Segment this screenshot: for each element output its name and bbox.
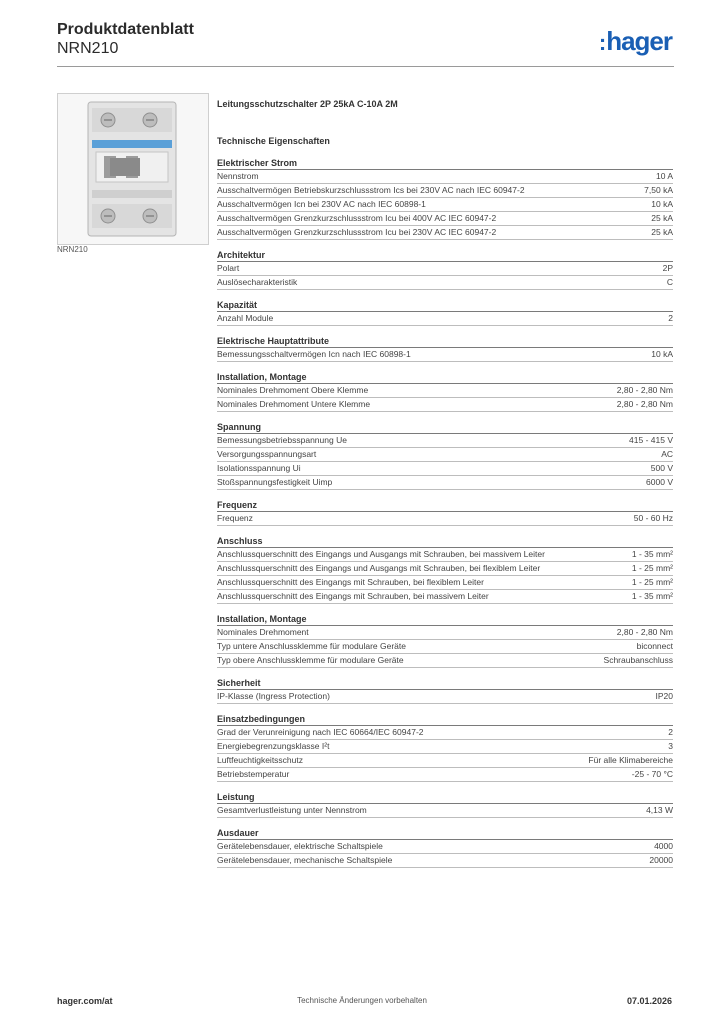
spec-value: 25 kA	[651, 227, 673, 237]
spec-value: 7,50 kA	[644, 185, 673, 195]
hager-logo[interactable]	[599, 26, 672, 57]
product-code: NRN210	[57, 40, 119, 57]
spec-row	[217, 434, 673, 448]
spec-value: 10 kA	[651, 349, 673, 359]
spec-value: 2,80 - 2,80 Nm	[616, 627, 673, 637]
document-header	[57, 20, 194, 59]
spec-row	[217, 184, 673, 198]
spec-row	[217, 740, 673, 754]
spec-value: 1 - 25 mm²	[631, 563, 673, 573]
group-title: Frequenz	[217, 499, 673, 512]
spec-value: 4,13 W	[646, 805, 673, 815]
group-title: Architektur	[217, 249, 673, 262]
group-title: Elektrische Hauptattribute	[217, 335, 673, 348]
group-title: Einsatzbedingungen	[217, 713, 673, 726]
spec-row	[217, 398, 673, 412]
spec-label: Versorgungsspannungsart	[217, 449, 317, 459]
header-divider	[57, 66, 674, 67]
group-title: Kapazität	[217, 299, 673, 312]
spec-value: 10 A	[655, 171, 673, 181]
spec-label: Nominales Drehmoment Untere Klemme	[217, 399, 371, 409]
spec-value: 20000	[649, 855, 673, 865]
spec-label: Anzahl Module	[217, 313, 274, 323]
spec-row	[217, 384, 673, 398]
spec-value: 2	[668, 313, 673, 323]
spec-groups	[217, 157, 673, 868]
spec-value: biconnect	[636, 641, 673, 651]
logo-dots: :	[598, 30, 606, 55]
spec-label: Ausschaltvermögen Betriebskurzschlussstrom Ics bei 230V AC nach IEC 60947-2	[217, 185, 525, 195]
spec-value: 3	[668, 741, 673, 751]
footer-disclaimer: Technische Änderungen vorbehalten	[297, 996, 427, 1005]
group-title: Elektrischer Strom	[217, 157, 673, 170]
spec-label: Betriebstemperatur	[217, 769, 290, 779]
spec-value: IP20	[655, 691, 673, 701]
spec-value: 10 kA	[651, 199, 673, 209]
spec-row	[217, 276, 673, 290]
spec-row	[217, 690, 673, 704]
spec-value: 4000	[654, 841, 673, 851]
spec-label: Ausschaltvermögen Icn bei 230V AC nach IEC 60898-1	[217, 199, 426, 209]
spec-label: Anschlussquerschnitt des Eingangs und Ausgangs mit Schrauben, bei massivem Leiter	[217, 549, 545, 559]
spec-label: Gesamtverlustleistung unter Nennstrom	[217, 805, 367, 815]
spec-label: Gerätelebensdauer, elektrische Schaltspiele	[217, 841, 383, 851]
spec-value: -25 - 70 °C	[631, 769, 673, 779]
spec-row	[217, 512, 673, 526]
spec-label: Nominales Drehmoment	[217, 627, 309, 637]
spec-value: 1 - 25 mm²	[631, 577, 673, 587]
spec-label: Stoßspannungsfestigkeit Uimp	[217, 477, 333, 487]
spec-value: 500 V	[650, 463, 673, 473]
spec-row	[217, 262, 673, 276]
spec-value: 25 kA	[651, 213, 673, 223]
spec-row	[217, 476, 673, 490]
spec-value: 50 - 60 Hz	[633, 513, 673, 523]
spec-value: 1 - 35 mm²	[631, 591, 673, 601]
spec-value: 1 - 35 mm²	[631, 549, 673, 559]
group-title: Spannung	[217, 421, 673, 434]
logo-text: hager	[606, 26, 672, 56]
spec-value: 415 - 415 V	[629, 435, 673, 445]
spec-label: Ausschaltvermögen Grenzkurzschlussstrom Icu bei 400V AC IEC 60947-2	[217, 213, 497, 223]
spec-label: Auslösecharakteristik	[217, 277, 298, 287]
group-title: Ausdauer	[217, 827, 673, 840]
spec-row	[217, 462, 673, 476]
spec-label: Luftfeuchtigkeitsschutz	[217, 755, 303, 765]
product-name: Leitungsschutzschalter 2P 25kA C-10A 2M	[217, 99, 398, 109]
spec-row	[217, 198, 673, 212]
spec-label: Nennstrom	[217, 171, 259, 181]
group-title: Installation, Montage	[217, 613, 673, 626]
spec-label: Typ obere Anschlussklemme für modulare Geräte	[217, 655, 404, 665]
spec-row	[217, 562, 673, 576]
group-title: Leistung	[217, 791, 673, 804]
spec-row	[217, 726, 673, 740]
page-title: Produktdatenblatt	[57, 21, 194, 38]
spec-value: 2	[668, 727, 673, 737]
spec-label: Bemessungsbetriebsspannung Ue	[217, 435, 347, 445]
spec-label: Polart	[217, 263, 240, 273]
image-caption: NRN210	[57, 245, 88, 254]
spec-label: Anschlussquerschnitt des Eingangs und Ausgangs mit Schrauben, bei flexiblem Leiter	[217, 563, 541, 573]
spec-row	[217, 448, 673, 462]
spec-value: 2P	[662, 263, 673, 273]
spec-row	[217, 840, 673, 854]
section-title: Technische Eigenschaften	[217, 136, 330, 146]
spec-label: Isolationsspannung Ui	[217, 463, 301, 473]
spec-label: Typ untere Anschlussklemme für modulare Geräte	[217, 641, 406, 651]
spec-row	[217, 640, 673, 654]
spec-label: Nominales Drehmoment Obere Klemme	[217, 385, 369, 395]
spec-row	[217, 590, 673, 604]
spec-row	[217, 626, 673, 640]
spec-row	[217, 768, 673, 782]
spec-row	[217, 654, 673, 668]
spec-row	[217, 348, 673, 362]
spec-row	[217, 576, 673, 590]
spec-content	[217, 97, 673, 868]
spec-value: 2,80 - 2,80 Nm	[616, 385, 673, 395]
spec-row	[217, 170, 673, 184]
spec-label: IP-Klasse (Ingress Protection)	[217, 691, 330, 701]
product-image	[57, 93, 209, 245]
spec-row	[217, 854, 673, 868]
spec-label: Energiebegrenzungsklasse I²t	[217, 741, 330, 751]
footer-website-link[interactable]: hager.com/at	[57, 996, 113, 1006]
spec-value: Schraubanschluss	[603, 655, 673, 665]
group-title: Installation, Montage	[217, 371, 673, 384]
spec-label: Frequenz	[217, 513, 253, 523]
spec-row	[217, 212, 673, 226]
spec-row	[217, 312, 673, 326]
spec-label: Gerätelebensdauer, mechanische Schaltspiele	[217, 855, 393, 865]
spec-value: 6000 V	[646, 477, 673, 487]
spec-row	[217, 754, 673, 768]
spec-value: C	[666, 277, 673, 287]
spec-row	[217, 804, 673, 818]
spec-label: Grad der Verunreinigung nach IEC 60664/IEC 60947-2	[217, 727, 424, 737]
spec-label: Anschlussquerschnitt des Eingangs mit Schrauben, bei flexiblem Leiter	[217, 577, 484, 587]
spec-label: Bemessungsschaltvermögen Icn nach IEC 60898-1	[217, 349, 411, 359]
spec-value: AC	[661, 449, 673, 459]
footer-date: 07.01.2026	[626, 996, 672, 1006]
circuit-breaker-illustration	[58, 94, 208, 244]
group-title: Sicherheit	[217, 677, 673, 690]
spec-value: Für alle Klimabereiche	[588, 755, 673, 765]
group-title: Anschluss	[217, 535, 673, 548]
spec-row	[217, 548, 673, 562]
spec-label: Anschlussquerschnitt des Eingangs mit Schrauben, bei massivem Leiter	[217, 591, 489, 601]
spec-value: 2,80 - 2,80 Nm	[616, 399, 673, 409]
spec-row	[217, 226, 673, 240]
spec-label: Ausschaltvermögen Grenzkurzschlussstrom Icu bei 230V AC IEC 60947-2	[217, 227, 497, 237]
